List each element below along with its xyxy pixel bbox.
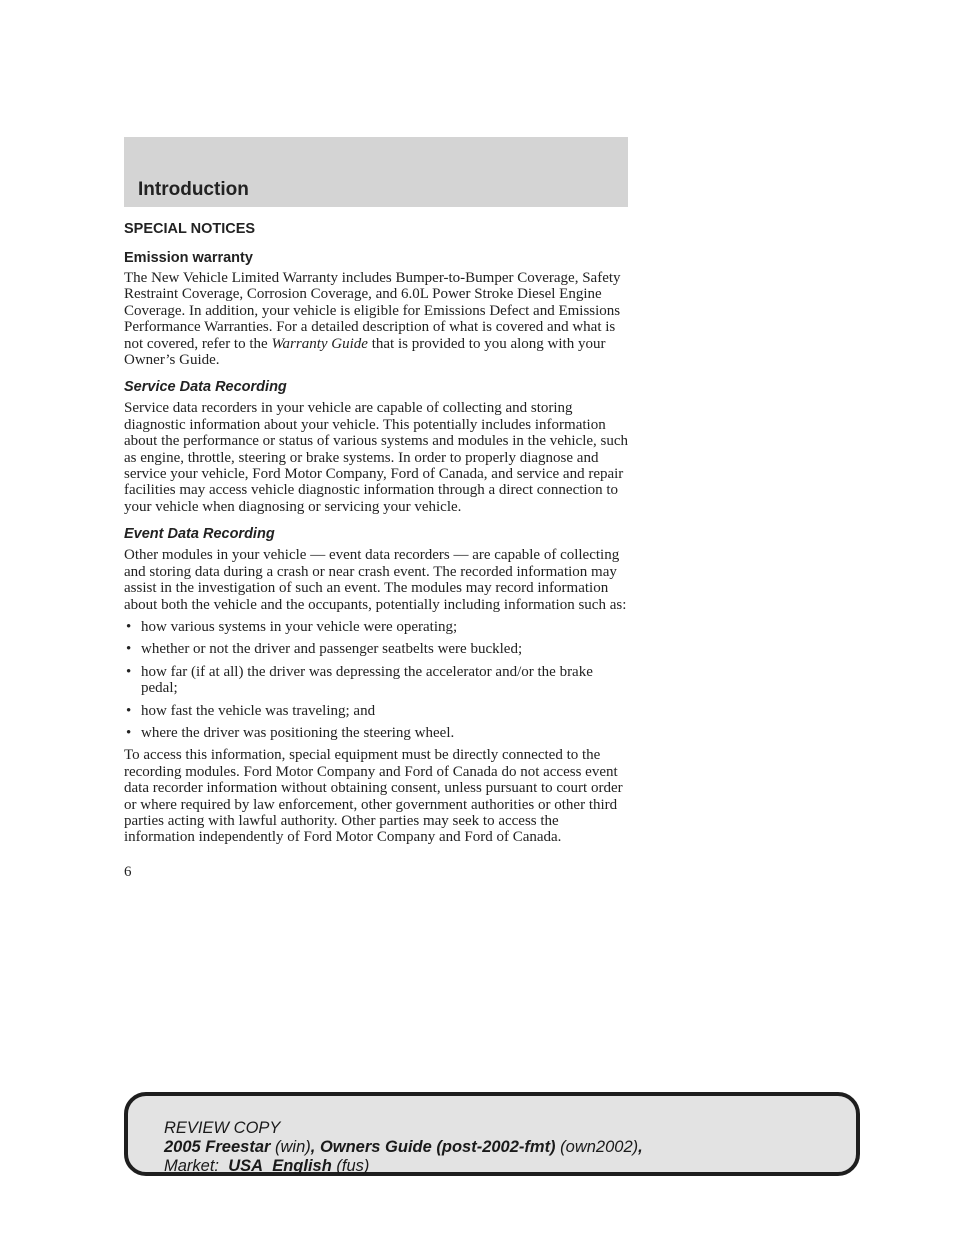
page-content — [124, 220, 630, 880]
footer-market-line — [164, 1157, 643, 1176]
event-data-closing: To access this information, special equipment must be directly connected to the recording modules. Ford Motor Company and Ford of Canada do not access event data recorder information without obtaining consent, unless pursuant to court order or where required by law enforcement, other government authorities or other third parties acting with lawful authority. Other parties may seek to access the information independently of Ford Motor Company and Ford of Canada. — [124, 747, 623, 846]
event-data-heading: Event Data Recording — [124, 526, 275, 543]
service-data-heading: Service Data Recording — [124, 379, 287, 396]
footer-sep-1: , — [310, 1138, 320, 1156]
footer-model-code: (win) — [275, 1138, 311, 1156]
footer-product-line — [164, 1138, 643, 1157]
list-item: • where the driver was positioning the steering wheel. — [124, 725, 630, 741]
review-footer — [124, 1092, 860, 1176]
footer-guide-code: (own2002) — [560, 1138, 639, 1156]
list-item: • how far (if at all) the driver was depressing the accelerator and/or the brake pedal; — [124, 664, 630, 697]
footer-text — [164, 1119, 643, 1176]
event-data-intro: Other modules in your vehicle — event data recorders — are capable of collecting and storing data during a crash or near crash event. The recorded information may assist in the investigation of such an event. The modules may record information about both the vehicle and the occupants, potentially including information such as: — [124, 547, 627, 613]
list-item: • whether or not the driver and passenger seatbelts were buckled; — [124, 641, 630, 657]
list-item: • how various systems in your vehicle were operating; — [124, 619, 630, 635]
chapter-title: Introduction — [138, 179, 249, 200]
review-copy-label: REVIEW COPY — [164, 1119, 281, 1137]
section-header-band — [124, 137, 628, 207]
footer-model: 2005 Freestar — [164, 1138, 271, 1156]
service-data-paragraph: Service data recorders in your vehicle are capable of collecting and storing diagnostic information about your vehicle. This potentially includes information about the performance or status of various systems and modules in the vehicle, such as engine, throttle, steering or brake systems. In order to properly diagnose and service your vehicle, Ford Motor Company, Ford of Canada, and service and repair facilities may access vehicle diagnostic information through a direct connection to your vehicle when diagnosing or servicing your vehicle. — [124, 400, 629, 515]
emission-text-before: The New Vehicle Limited Warranty includes Bumper-to-Bumper Coverage, Safety Restraint Coverage, Corrosion Coverage, and 6.0L Power Stroke Diesel Engine Coverage. In addition, your vehicle is eligible for Emissions Defect and Emissions Performance Warranties. For a detailed description of what is covered and what is not covered, refer to the — [124, 270, 621, 352]
list-item: • how fast the vehicle was traveling; and — [124, 703, 630, 719]
footer-market-label: Market: — [164, 1157, 220, 1175]
footer-guide: Owners Guide (post-2002-fmt) — [319, 1138, 556, 1156]
emission-warranty-paragraph — [124, 270, 630, 368]
emission-warranty-heading: Emission warranty — [124, 250, 253, 266]
footer-market: USA_English — [228, 1157, 332, 1175]
event-data-list — [124, 619, 630, 741]
page-number: 6 — [124, 863, 132, 880]
emission-text-after: that is provided to you along with your Owner’s Guide. — [124, 335, 606, 369]
section-title: SPECIAL NOTICES — [124, 221, 256, 237]
footer-market-code: (fus) — [336, 1157, 370, 1175]
warranty-guide-title: Warranty Guide — [271, 335, 368, 352]
footer-sep-2: , — [638, 1138, 643, 1156]
